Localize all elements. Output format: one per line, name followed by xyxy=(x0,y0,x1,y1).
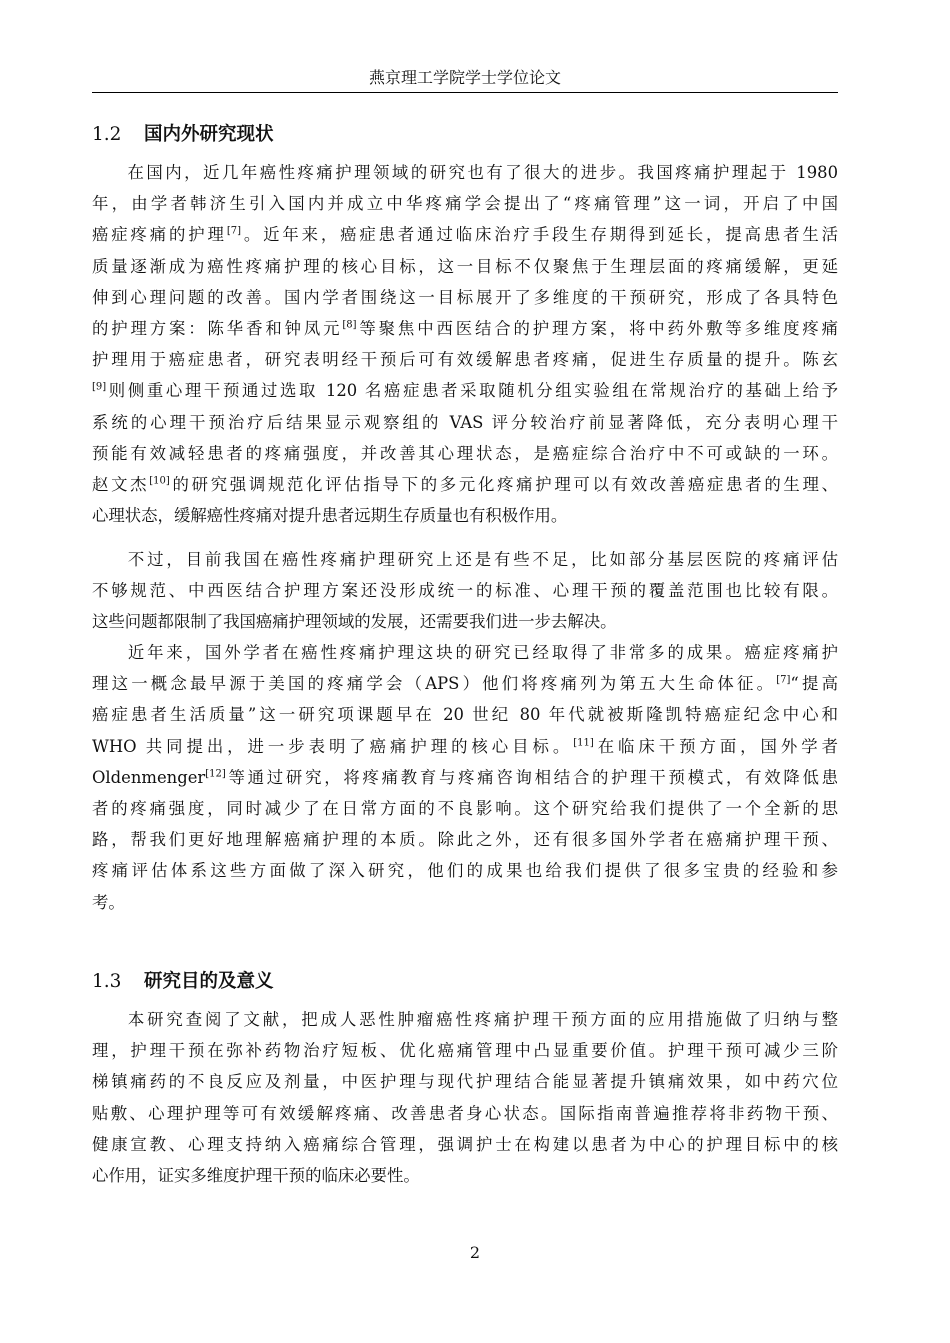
section-heading-1-3 xyxy=(92,967,274,993)
paragraph xyxy=(92,544,838,638)
text-line: 者的疼痛强度，同时减少了在日常方面的不良影响。这个研究给我们提供了一个全新的思 xyxy=(92,798,838,818)
paragraph xyxy=(92,1004,838,1191)
text-line: 疼痛评估体系这些方面做了深入研究，他们的成果也给我们提供了很多宝贵的经验和参 xyxy=(92,861,838,881)
text-line: 在国内，近几年癌性疼痛护理领域的研究也有了很大的进步。我国疼痛护理起于 1980 xyxy=(125,163,838,182)
citation-marker: [7] xyxy=(776,674,791,686)
section-title: 研究目的及意义 xyxy=(144,971,274,992)
text-line: 系统的心理干预治疗后结果显示观察组的 VAS 评分较治疗前显著降低，充分表明心理干 xyxy=(92,412,838,432)
citation-marker: [10] xyxy=(149,475,170,487)
section-heading-1-2 xyxy=(92,120,274,146)
text-line: 不够规范、中西医结合护理方案还没形成统一的标准、心理干预的覆盖范围也比较有限。 xyxy=(92,581,838,601)
section-title: 国内外研究现状 xyxy=(144,124,274,145)
citation-marker: [7] xyxy=(226,225,241,237)
text-line: 健康宣教、心理支持纳入癌痛综合管理，强调护士在构建以患者为中心的护理目标中的核 xyxy=(92,1134,838,1154)
citation-marker: [9] xyxy=(92,381,107,393)
text-line: 年，由学者韩济生引入国内并成立中华疼痛学会提出了“疼痛管理”这一词，开启了中国 xyxy=(92,194,838,214)
text-line: 近年来，国外学者在癌性疼痛护理这块的研究已经取得了非常多的成果。癌症疼痛护 xyxy=(125,643,838,662)
text-line: WHO 共同提出，进一步表明了癌痛护理的核心目标。[11]在临床干预方面，国外学者 xyxy=(92,736,838,756)
section-number: 1.2 xyxy=(92,124,122,145)
running-header: 燕京理工学院学士学位论文 xyxy=(368,68,561,87)
citation-marker: [8] xyxy=(342,319,357,331)
text-line: 心作用，证实多维度护理干预的临床必要性。 xyxy=(92,1165,420,1185)
section-number: 1.3 xyxy=(92,971,122,992)
text-line: 理这一概念最早源于美国的疼痛学会（APS）他们将疼痛列为第五大生命体征。[7]“提高 xyxy=(92,674,838,694)
text-line: 考。 xyxy=(92,892,125,912)
text-line: 伸到心理问题的改善。国内学者围绕这一目标展开了多维度的干预研究，形成了各具特色 xyxy=(92,287,838,307)
citation-marker: [11] xyxy=(573,737,594,749)
text-line: 心理状态，缓解癌性疼痛对提升患者远期生存质量也有积极作用。 xyxy=(92,506,568,526)
page-number: 2 xyxy=(469,1243,481,1262)
paragraph xyxy=(92,157,838,531)
text-line: 路，帮我们更好地理解癌痛护理的本质。除此之外，还有很多国外学者在癌痛护理干预、 xyxy=(92,830,838,850)
text-line: 癌症疼痛的护理[7]。近年来，癌症患者通过临床治疗手段生存期得到延长，提高患者生活 xyxy=(92,225,839,245)
text-line: 预能有效减轻患者的疼痛强度，并改善其心理状态，是癌症综合治疗中不可或缺的一环。 xyxy=(92,443,838,463)
paragraph xyxy=(92,637,838,918)
text-line: 的护理方案：陈华香和钟凤元[8]等聚焦中西医结合的护理方案，将中药外敷等多维度疼痛 xyxy=(92,318,839,338)
text-line: 赵文杰[10]的研究强调规范化评估指导下的多元化疼痛护理可以有效改善癌症患者的生理、 xyxy=(92,474,839,494)
text-line: 本研究查阅了文献，把成人恶性肿瘤癌性疼痛护理干预方面的应用措施做了归纳与整 xyxy=(125,1010,838,1029)
text-line: 贴敷、心理护理等可有效缓解疼痛、改善患者身心状态。国际指南普遍推荐将非药物干预、 xyxy=(92,1103,838,1123)
text-line: 这些问题都限制了我国癌痛护理领域的发展，还需要我们进一步去解决。 xyxy=(92,612,617,632)
text-line: [9]则侧重心理干预通过选取 120 名癌症患者采取随机分组实验组在常规治疗的基础上给予 xyxy=(92,381,838,401)
text-line: 梯镇痛药的不良反应及剂量，中医护理与现代护理结合能显著提升镇痛效果，如中药穴位 xyxy=(92,1072,838,1092)
text-line: 理，护理干预在弥补药物治疗短板、优化癌痛管理中凸显重要价值。护理干预可减少三阶 xyxy=(92,1041,838,1061)
text-line: 不过，目前我国在癌性疼痛护理研究上还是有些不足，比如部分基层医院的疼痛评估 xyxy=(125,550,838,569)
text-line: Oldenmenger[12]等通过研究，将疼痛教育与疼痛咨询相结合的护理干预模式，有效降低患 xyxy=(92,767,838,787)
text-line: 癌症患者生活质量”这一研究项课题早在 20 世纪 80 年代就被斯隆凯特癌症纪念中心和 xyxy=(92,705,838,725)
text-line: 质量逐渐成为癌性疼痛护理的核心目标，这一目标不仅聚焦于生理层面的疼痛缓解，更延 xyxy=(92,256,838,276)
citation-marker: [12] xyxy=(205,768,226,780)
header-rule xyxy=(92,92,838,93)
text-line: 护理用于癌症患者，研究表明经干预后可有效缓解患者疼痛，促进生存质量的提升。陈玄 xyxy=(92,350,838,370)
